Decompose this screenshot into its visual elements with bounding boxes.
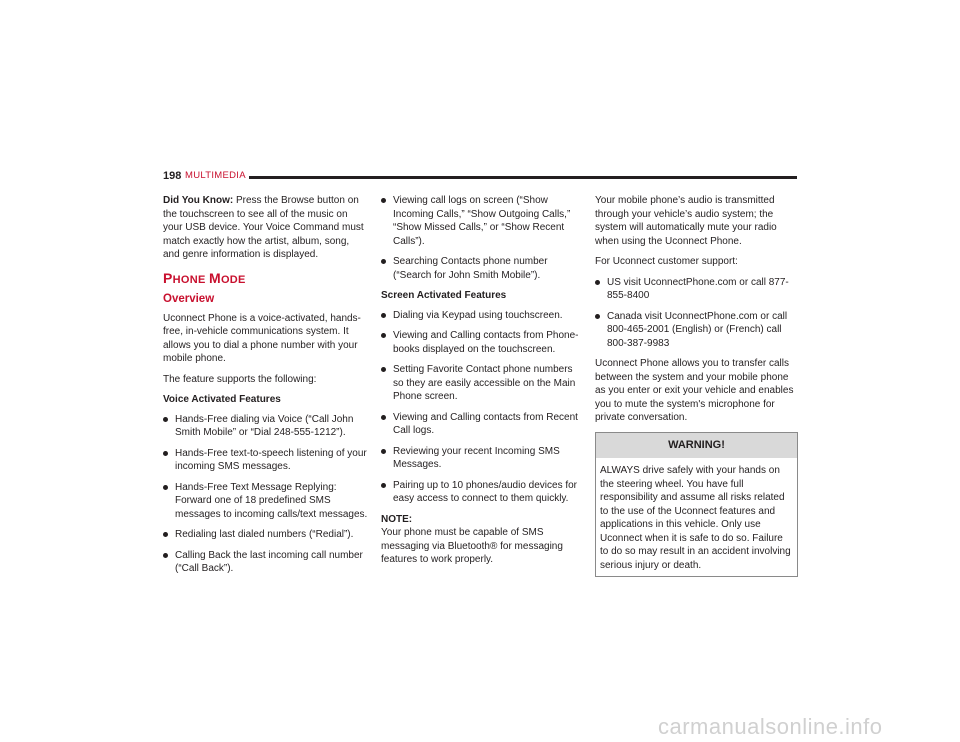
heading-initial-1: P [163, 269, 173, 286]
overview-heading: Overview [163, 293, 215, 305]
bullet-icon [381, 483, 386, 488]
voice-features-list-cont [381, 194, 581, 282]
did-you-know-paragraph [163, 194, 368, 262]
list-item: Hands-Free text-to-speech listening of your incoming SMS messages. [163, 447, 368, 474]
support-list [595, 276, 798, 351]
bullet-icon [163, 451, 168, 456]
list-item: Pairing up to 10 phones/audio devices for easy access to connect to them quickly. [381, 479, 581, 506]
section-title: MULTIMEDIA [185, 170, 246, 181]
bullet-icon [163, 553, 168, 558]
did-you-know-text: Press the Browse button on the touchscreen to see all of the music on your USB device. Your Voice Command must match exactly how the artist, album, song, and genre information is displayed. [163, 195, 364, 260]
list-item: Setting Favorite Contact phone numbers so they are easily accessible on the Main Phone screen. [381, 363, 581, 404]
heading-initial-2: M [208, 269, 221, 286]
column-3 [595, 194, 798, 577]
screen-features-list [381, 309, 581, 506]
supports-paragraph: The feature supports the following: [163, 373, 317, 385]
bullet-icon [381, 313, 386, 318]
list-item: Calling Back the last incoming call number (“Call Back”). [163, 549, 368, 576]
list-item: Hands-Free dialing via Voice (“Call John Smith Mobile” or “Dial 248-555-1212”). [163, 413, 368, 440]
watermark: carmanualsonline.info [658, 714, 883, 739]
list-item: Reviewing your recent Incoming SMS Messages. [381, 445, 581, 472]
list-item: Viewing and Calling contacts from Recent Call logs. [381, 411, 581, 438]
bullet-icon [595, 280, 600, 285]
page-header [163, 170, 797, 184]
bullet-icon [381, 449, 386, 454]
column-1 [163, 194, 368, 583]
bullet-icon [595, 314, 600, 319]
bullet-icon [163, 532, 168, 537]
voice-features-list [163, 413, 368, 576]
bullet-icon [381, 198, 386, 203]
heading-rest-1: HONE [172, 273, 209, 286]
note-label: NOTE: [381, 513, 413, 525]
header-rule [249, 176, 797, 179]
warning-text: ALWAYS drive safely with your hands on the steering wheel. You have full responsibility and assume all risks related to the use of the Uconnect features and applications in this vehicle. Only use Uconnect when it is safe to do so. Failure to do so may result in an accident involving serious injury or death. [600, 465, 791, 571]
bullet-icon [381, 333, 386, 338]
warning-title: WARNING! [596, 433, 797, 459]
voice-features-heading: Voice Activated Features [163, 394, 281, 405]
column-2 [381, 194, 581, 574]
note-text: Your phone must be capable of SMS messaging via Bluetooth® for messaging features to work properly. [381, 527, 563, 565]
heading-rest-2: ODE [220, 273, 246, 286]
did-you-know-label: Did You Know: [163, 195, 234, 206]
bullet-icon [381, 367, 386, 372]
bullet-icon [163, 417, 168, 422]
phone-mode-heading [163, 269, 368, 288]
overview-paragraph: Uconnect Phone is a voice-activated, hands-free, in-vehicle communications system. It allows you to dial a phone number with your mobile phone. [163, 312, 361, 364]
list-item: Viewing call logs on screen (“Show Incoming Calls,” “Show Outgoing Calls,” “Show Missed Calls,” or “Show Recent Calls”). [381, 194, 581, 248]
page-number: 198 [163, 170, 182, 182]
list-item: Hands-Free Text Message Replying: Forward one of 18 predefined SMS messages to incoming calls/text messages. [163, 481, 368, 522]
bullet-icon [381, 415, 386, 420]
list-item: Redialing last dialed numbers (“Redial”). [163, 528, 368, 542]
support-heading: For Uconnect customer support: [595, 256, 738, 267]
list-item: Dialing via Keypad using touchscreen. [381, 309, 581, 323]
list-item: Canada visit UconnectPhone.com or call 800-465-2001 (English) or (French) call 800-387-9983 [595, 310, 798, 351]
warning-box [595, 432, 798, 578]
screen-features-heading: Screen Activated Features [381, 290, 507, 301]
list-item: Searching Contacts phone number (“Search for John Smith Mobile”). [381, 255, 581, 282]
list-item: Viewing and Calling contacts from Phone-books displayed on the touchscreen. [381, 329, 581, 356]
bullet-icon [381, 259, 386, 264]
transfer-paragraph: Uconnect Phone allows you to transfer calls between the system and your mobile phone as you enter or exit your vehicle and enables you to mute the system's microphone for private conversation. [595, 358, 794, 423]
list-item: US visit UconnectPhone.com or call 877-855-8400 [595, 276, 798, 303]
bullet-icon [163, 485, 168, 490]
audio-paragraph: Your mobile phone’s audio is transmitted through your vehicle’s audio system; the system will automatically mute your radio when using the Uconnect Phone. [595, 195, 777, 247]
